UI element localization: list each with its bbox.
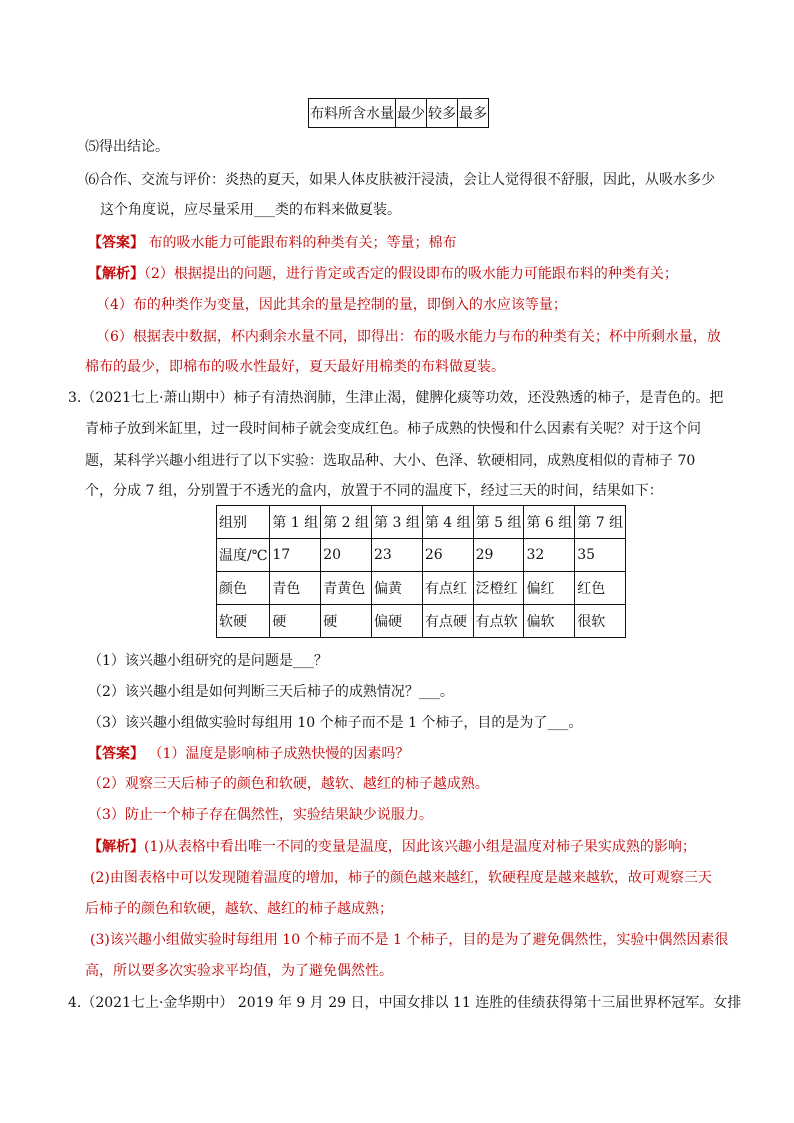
table-row — [217, 506, 626, 539]
table-cell: 第 6 组 — [524, 506, 575, 539]
table-cell: 很软 — [575, 605, 626, 638]
persimmon-results-table — [216, 505, 626, 638]
table-cell: 硬 — [270, 605, 321, 638]
question-3-line4: 个，分成 7 组，分别置于不透光的盒内，放置于不同的温度下，经过三天的时间，结果如下： — [85, 483, 663, 499]
step-6-text-line1: ⑹合作、交流与评价：炎热的夏天，如果人体皮肤被汗浸渍，会让人觉得很不舒服，因此，从吸水多少 — [85, 172, 715, 188]
fabric-water-table — [308, 98, 489, 128]
table-cell: 第 4 组 — [422, 506, 473, 539]
table-row — [217, 539, 626, 572]
table-cell: 29 — [473, 539, 524, 572]
table-row — [217, 572, 626, 605]
analysis-block-q2 — [88, 264, 678, 284]
question-4-line1: 4.（2021七上·金华期中） 2019 年 9 月 29 日，中国女排以 11 连胜的佳绩获得第十三届世界杯冠军。女排 — [68, 995, 742, 1011]
table-cell: 最少 — [396, 99, 427, 128]
table-cell: 有点硬 — [422, 605, 473, 638]
table-cell: 青黄色 — [321, 572, 372, 605]
table-cell: 最多 — [458, 99, 489, 128]
table-cell: 23 — [372, 539, 423, 572]
sub-question-2: （2）该兴趣小组是如何判断三天后柿子的成熟情况？___。 — [88, 684, 454, 700]
table-cell: 第 5 组 — [473, 506, 524, 539]
answer-tag: 【答案】 — [88, 746, 144, 762]
table-cell: 青色 — [270, 572, 321, 605]
analysis-block-q3 — [88, 837, 696, 857]
table-cell: 泛橙红 — [473, 572, 524, 605]
analysis-tag: 【解析】 — [88, 839, 144, 855]
question-3-line1: 3.（2021七上·萧山期中）柿子有清热润肺，生津止渴，健脾化痰等功效，还没熟透的柿子，是青色的。把 — [68, 390, 724, 406]
step-6-text-line2: 这个角度说，应尽量采用___类的布料来做夏装。 — [100, 202, 401, 218]
table-cell: 布料所含水量 — [309, 99, 396, 128]
table-cell: 红色 — [575, 572, 626, 605]
table-cell: 偏红 — [524, 572, 575, 605]
sub-question-1: （1）该兴趣小组研究的是问题是___？ — [88, 653, 328, 669]
table-cell: 有点红 — [422, 572, 473, 605]
analysis-line: （2）根据提出的问题，进行肯定或否定的假设即布的吸水能力可能跟布料的种类有关； — [144, 266, 678, 282]
table-cell: 较多 — [427, 99, 458, 128]
answer-block-q2 — [88, 233, 456, 253]
analysis-line: （6）根据表中数据，杯内剩余水量不同，即得出：布的吸水能力与布的种类有关；杯中所剩水量，放 — [96, 329, 721, 345]
question-3-line2: 青柿子放到米缸里，过一段时间柿子就会变成红色。柿子成熟的快慢和什么因素有关呢？对于这个问 — [85, 421, 701, 437]
answer-block-q3 — [88, 744, 409, 764]
table-cell: 组别 — [217, 506, 270, 539]
table-cell: 第 3 组 — [372, 506, 423, 539]
table-row — [217, 605, 626, 638]
table-cell: 硬 — [321, 605, 372, 638]
answer-line: （2）观察三天后柿子的颜色和软硬，越软、越红的柿子越成熟。 — [88, 776, 489, 792]
table-cell: 偏硬 — [372, 605, 423, 638]
table-cell: 有点软 — [473, 605, 524, 638]
table-cell: 软硬 — [217, 605, 270, 638]
table-cell: 偏黄 — [372, 572, 423, 605]
table-cell: 颜色 — [217, 572, 270, 605]
table-cell: 第 7 组 — [575, 506, 626, 539]
table-cell: 20 — [321, 539, 372, 572]
question-3-line3: 题，某科学兴趣小组进行了以下实验：选取品种、大小、色泽、软硬相同，成熟度相似的青柿子 70 — [85, 453, 696, 469]
analysis-line: (3)该兴趣小组做实验时每组用 10 个柿子而不是 1 个柿子，目的是为了避免偶然性，实验中偶然因素很 — [90, 932, 729, 948]
table-cell: 第 1 组 — [270, 506, 321, 539]
analysis-line: (1)从表格中看出唯一不同的变量是温度，因此该兴趣小组是温度对柿子果实成熟的影响； — [144, 839, 696, 855]
table-cell: 17 — [270, 539, 321, 572]
answer-line: （3）防止一个柿子存在偶然性，实验结果缺少说服力。 — [88, 807, 433, 823]
table-cell: 26 — [422, 539, 473, 572]
sub-question-3: （3）该兴趣小组做实验时每组用 10 个柿子而不是 1 个柿子，目的是为了___。 — [88, 715, 583, 731]
table-cell: 第 2 组 — [321, 506, 372, 539]
table-cell: 温度/℃ — [217, 539, 270, 572]
analysis-tag: 【解析】 — [88, 266, 144, 282]
step-5-text: ⑸得出结论。 — [85, 139, 169, 155]
table-cell: 32 — [524, 539, 575, 572]
analysis-line: 高，所以要多次实验求平均值，为了避免偶然性。 — [85, 963, 393, 979]
analysis-line: 棉布的最少，即棉布的吸水性最好，夏天最好用棉类的布料做夏装。 — [85, 359, 505, 375]
table-row — [309, 99, 489, 128]
table-cell: 偏软 — [524, 605, 575, 638]
answer-tag: 【答案】 — [88, 235, 144, 251]
analysis-line: （4）布的种类作为变量，因此其余的量是控制的量，即倒入的水应该等量； — [96, 297, 567, 313]
answer-line: （1）温度是影响柿子成熟快慢的因素吗？ — [144, 746, 410, 762]
answer-text: 布的吸水能力可能跟布料的种类有关；等量；棉布 — [144, 235, 457, 251]
table-cell: 35 — [575, 539, 626, 572]
analysis-line: (2)由图表格中可以发现随着温度的增加，柿子的颜色越来越红，软硬程度是越来越软，故可观察三天 — [90, 870, 712, 886]
analysis-line: 后柿子的颜色和软硬，越软、越红的柿子越成熟； — [85, 901, 393, 917]
